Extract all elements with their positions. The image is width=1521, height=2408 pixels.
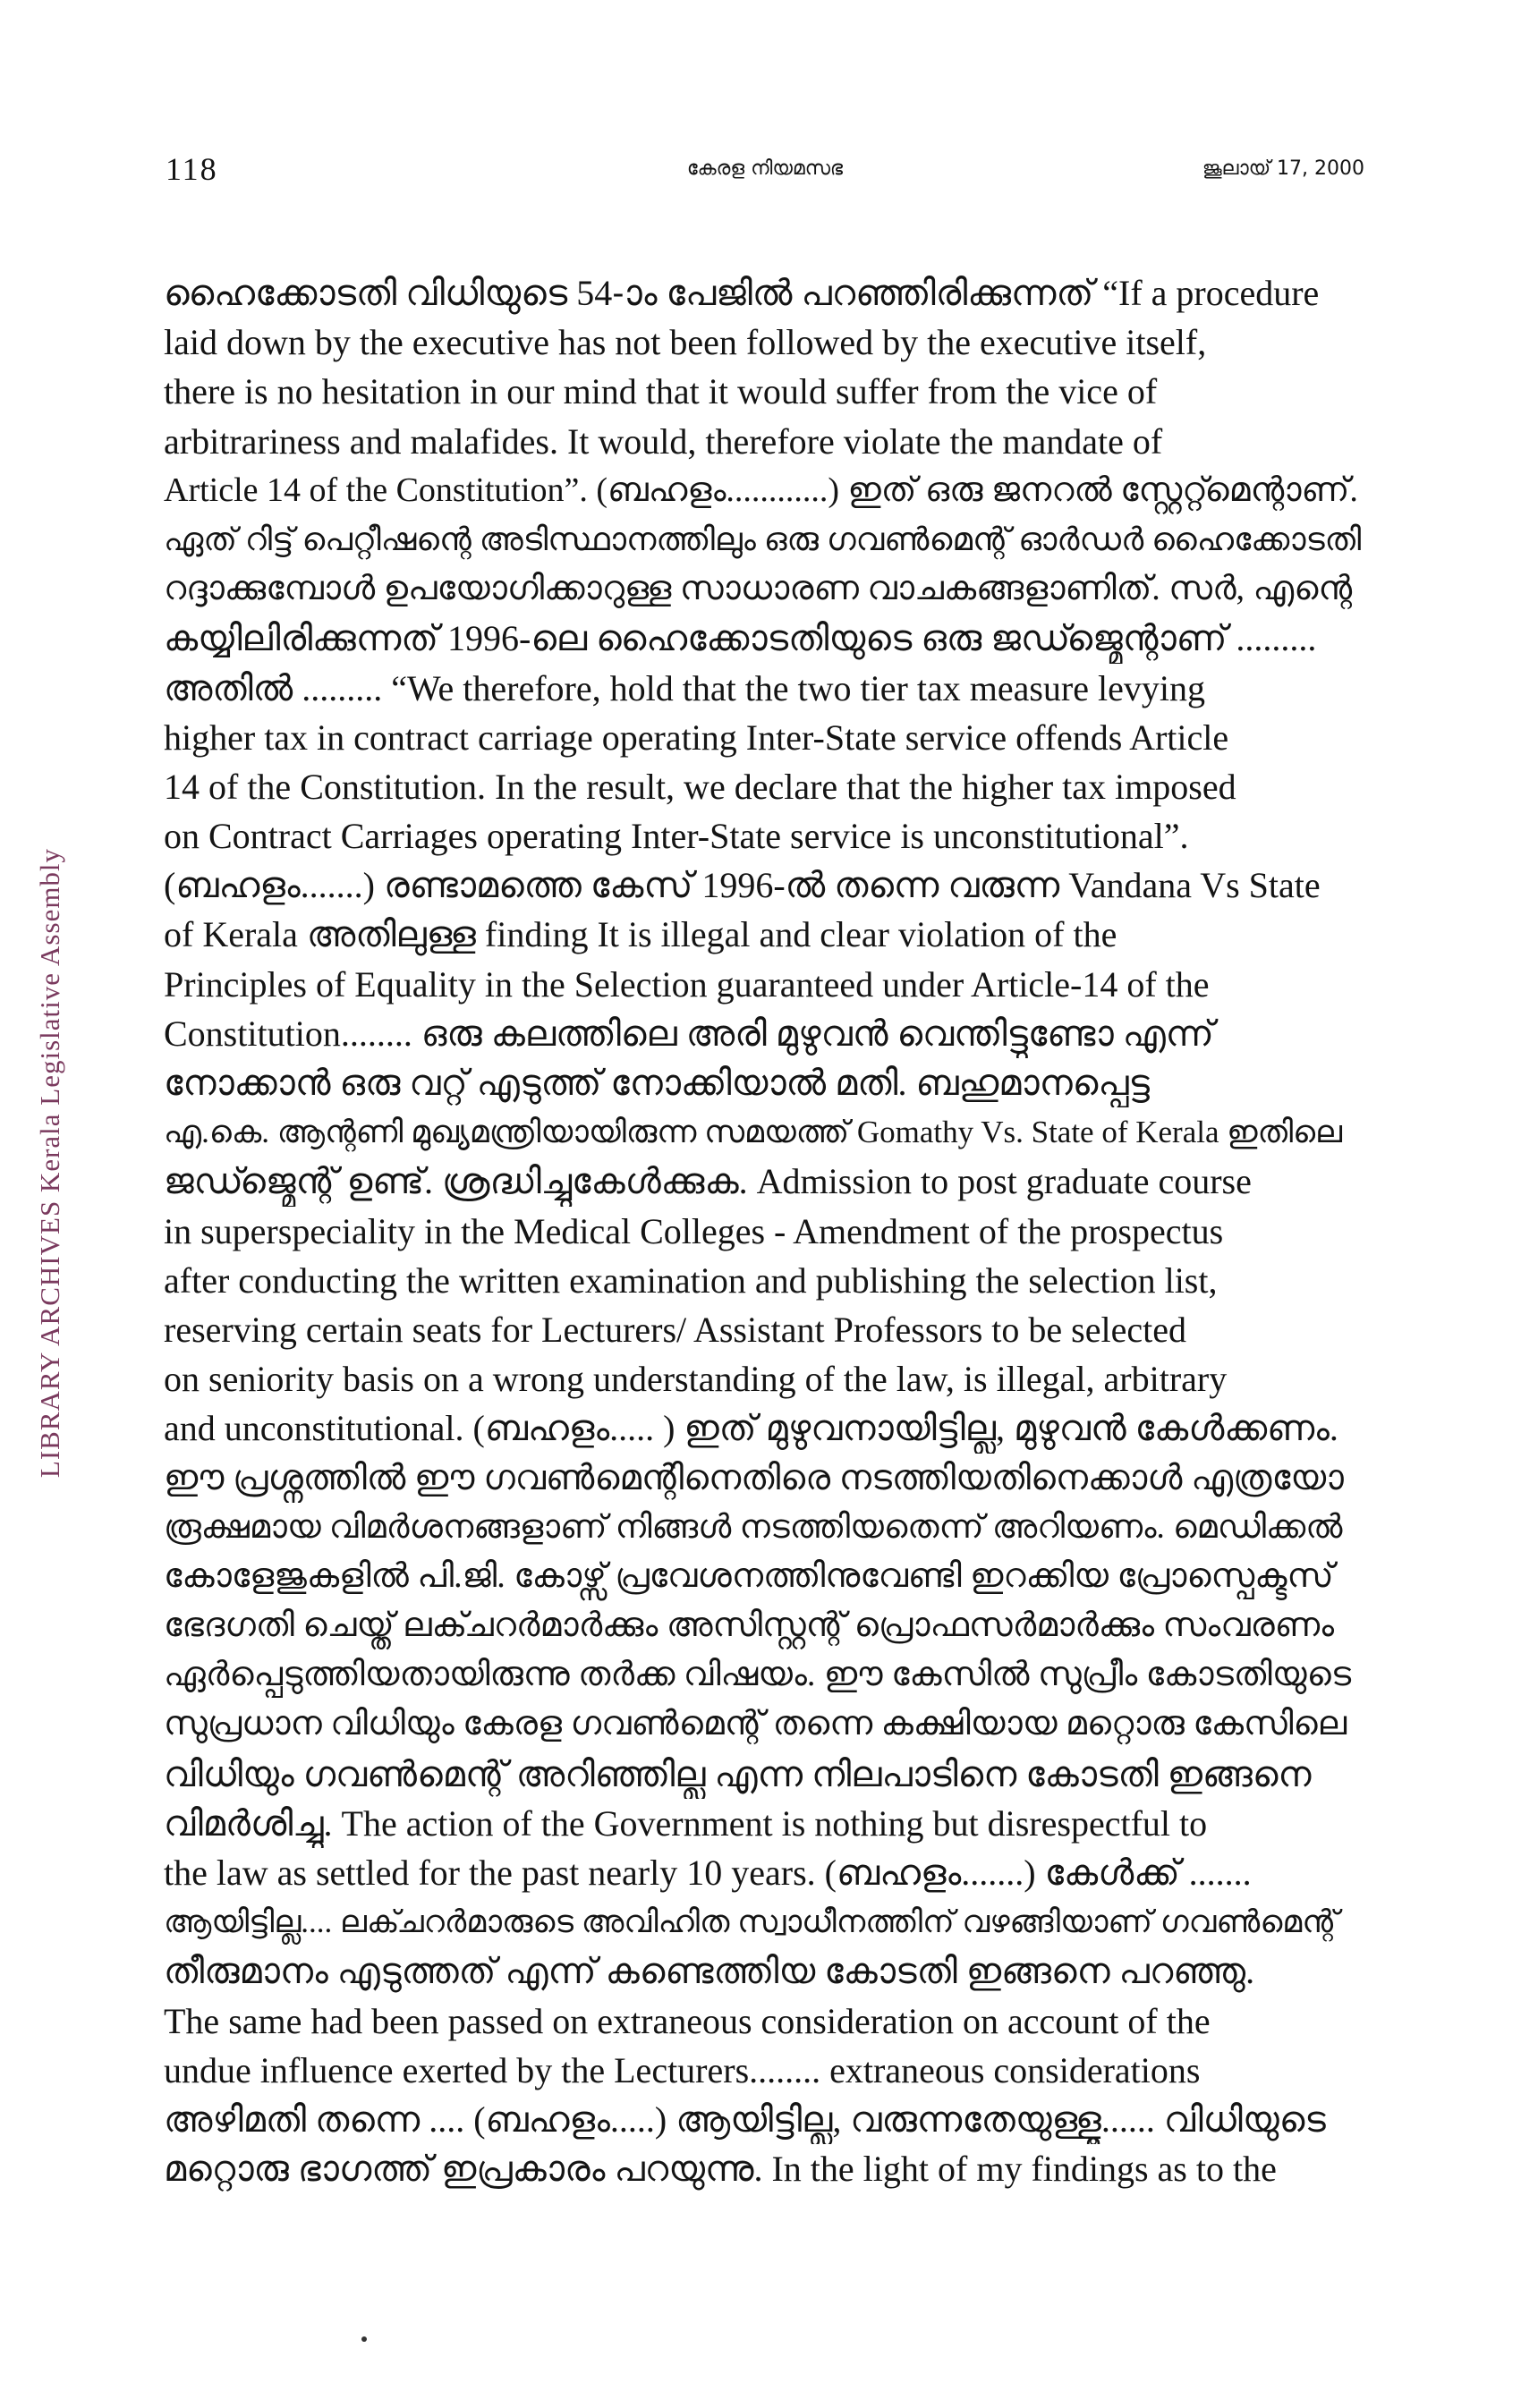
body-line: the law as settled for the past nearly 10 years. (ബഹളം.......) കേൾക്ക് ....... — [164, 1853, 1252, 1893]
body-line: undue influence exerted by the Lecturers........ extraneous considerations — [164, 2049, 1201, 2090]
body-line: വിമർശിച്ചു. The action of the Government is nothing but disrespectful to — [164, 1802, 1208, 1844]
body-line: റദ്ദാക്കുമ്പോൾ ഉപയോഗിക്കാറുള്ള സാധാരണ വാചകങ്ങളാണിത്. സർ, എന്റെ — [164, 570, 1353, 608]
header-date: ജൂലായ് 17, 2000 — [1202, 157, 1364, 180]
body-line: ഏത് റിട്ട് പെറ്റീഷന്റെ അടിസ്ഥാനത്തിലും ഒരു ഗവൺമെന്റ് ഓർഡർ ഹൈക്കോടതി — [164, 521, 1362, 557]
body-line: and unconstitutional. (ബഹളം..... ) ഇത് മുഴുവനായിട്ടില്ല, മുഴുവൻ കേൾക്കണം. — [164, 1408, 1338, 1449]
archive-watermark: LIBRARY ARCHIVES Kerala Legislative Assembly — [34, 847, 65, 1479]
body-line: എ.കെ. ആന്റണി മുഖ്യമന്ത്രിയായിരുന്ന സമയത്ത് Gomathy Vs. State of Kerala ഇതിലെ — [164, 1115, 1343, 1150]
page-header — [166, 150, 1364, 195]
body-line: ജഡ്ജ്മെന്റ് ഉണ്ട്. ശ്രദ്ധിച്ചുകേൾക്കുക. Admission to post graduate course — [164, 1161, 1252, 1202]
body-line: വിധിയും ഗവൺമെന്റ് അറിഞ്ഞില്ല എന്ന നിലപാടിനെ കോടതി ഇങ്ങനെ — [164, 1753, 1312, 1794]
body-line: ഈ പ്രശ്നത്തിൽ ഈ ഗവൺമെന്റിനെതിരെ നടത്തിയതിനെക്കാൾ എത്രയോ — [164, 1458, 1344, 1497]
body-line: സുപ്രധാന വിധിയും കേരള ഗവൺമെന്റ് തന്നെ കക്ഷിയായ മറ്റൊരു കേസിലെ — [164, 1705, 1347, 1743]
body-line: in superspeciality in the Medical Colleges - Amendment of the prospectus — [164, 1210, 1224, 1251]
body-line: Constitution........ ഒരു കലത്തിലെ അരി മുഴുവൻ വെന്തിട്ടുണ്ടോ എന്ന് — [164, 1013, 1214, 1054]
body-line: on seniority basis on a wrong understanding of the law, is illegal, arbitrary — [164, 1359, 1228, 1400]
body-line: കയ്യിലിരിക്കുന്നത് 1996-ലെ ഹൈക്കോടതിയുടെ ഒരു ജഡ്ജ്മെന്റാണ് ......... — [164, 618, 1317, 659]
body-line: ഏർപ്പെടുത്തിയതായിരുന്നു തർക്ക വിഷയം. ഈ കേസിൽ സുപ്രീം കോടതിയുടെ — [164, 1656, 1352, 1694]
body-line: ആയിട്ടില്ല.... ലക്ചറർമാരുടെ അവിഹിത സ്വാധീനത്തിന് വഴങ്ങിയാണ് ഗവൺമെന്റ് — [164, 1904, 1339, 1940]
body-line: അതിൽ ......... “We therefore, hold that the two tier tax measure levying — [164, 667, 1205, 708]
body-line: ഭേദഗതി ചെയ്ത് ലക്ചറർമാർക്കും അസിസ്റ്റന്റ് പ്രൊഫസർമാർക്കും സംവരണം — [164, 1607, 1335, 1645]
running-title: കേരള നിയമസഭ — [686, 157, 844, 180]
body-line: (ബഹളം.......) രണ്ടാമത്തെ കേസ് 1996-ൽ തന്നെ വരുന്ന Vandana Vs State — [164, 865, 1321, 906]
body-line: മറ്റൊരു ഭാഗത്ത് ഇപ്രകാരം പറയുന്നു. In the light of my findings as to the — [164, 2149, 1277, 2190]
body-line: തീരുമാനം എടുത്തത് എന്ന് കണ്ടെത്തിയ കോടതി ഇങ്ങനെ പറഞ്ഞു. — [164, 1951, 1255, 1992]
body-line: 14 of the Constitution. In the result, we declare that the higher tax imposed — [164, 766, 1236, 807]
body-line: ഹൈക്കോടതി വിധിയുടെ 54-ാം പേജിൽ പറഞ്ഞിരിക്കുന്നത് “If a procedure — [164, 273, 1320, 313]
body-line: laid down by the executive has not been followed by the executive itself, — [164, 322, 1207, 363]
body-line: there is no hesitation in our mind that it would suffer from the vice of — [164, 371, 1158, 412]
body-line: higher tax in contract carriage operating Inter-State service offends Article — [164, 716, 1229, 758]
body-line: reserving certain seats for Lecturers/ Assistant Professors to be selected — [164, 1309, 1186, 1350]
body-line: The same had been passed on extraneous consideration on account of the — [164, 2000, 1211, 2041]
body-line: നോക്കാൻ ഒരു വറ്റ് എടുത്ത് നോക്കിയാൽ മതി. ബഹുമാനപ്പെട്ട — [164, 1063, 1150, 1103]
body-line: Article 14 of the Constitution”. (ബഹളം............) ഇത് ഒരു ജനറൽ സ്റ്റേറ്റ്മെന്റാണ്. — [164, 471, 1358, 509]
scan-speck — [361, 2336, 367, 2342]
body-line: arbitrariness and malafides. It would, therefore violate the mandate of — [164, 420, 1163, 462]
body-text — [164, 268, 1363, 2193]
page-number: 118 — [166, 151, 218, 187]
body-line: Principles of Equality in the Selection guaranteed under Article-14 of the — [164, 963, 1210, 1005]
body-line: കോളേജുകളിൽ പി.ജി. കോഴ്സ് പ്രവേശനത്തിനുവേണ്ടി ഇറക്കിയ പ്രോസ്പെക്ടസ് — [164, 1556, 1334, 1595]
body-line: രൂക്ഷമായ വിമർശനങ്ങളാണ് നിങ്ങൾ നടത്തിയതെന്ന് അറിയണം. മെഡിക്കൽ — [164, 1508, 1343, 1546]
body-line: അഴിമതി തന്നെ .... (ബഹളം.....) ആയിട്ടില്ല, വരുന്നതേയുള്ളൂ...... വിധിയുടെ — [164, 2099, 1326, 2140]
body-line: on Contract Carriages operating Inter-State service is unconstitutional”. — [164, 816, 1189, 857]
body-line: after conducting the written examination and publishing the selection list, — [164, 1259, 1218, 1301]
body-line: of Kerala അതിലുള്ള finding It is illegal and clear violation of the — [164, 914, 1117, 955]
